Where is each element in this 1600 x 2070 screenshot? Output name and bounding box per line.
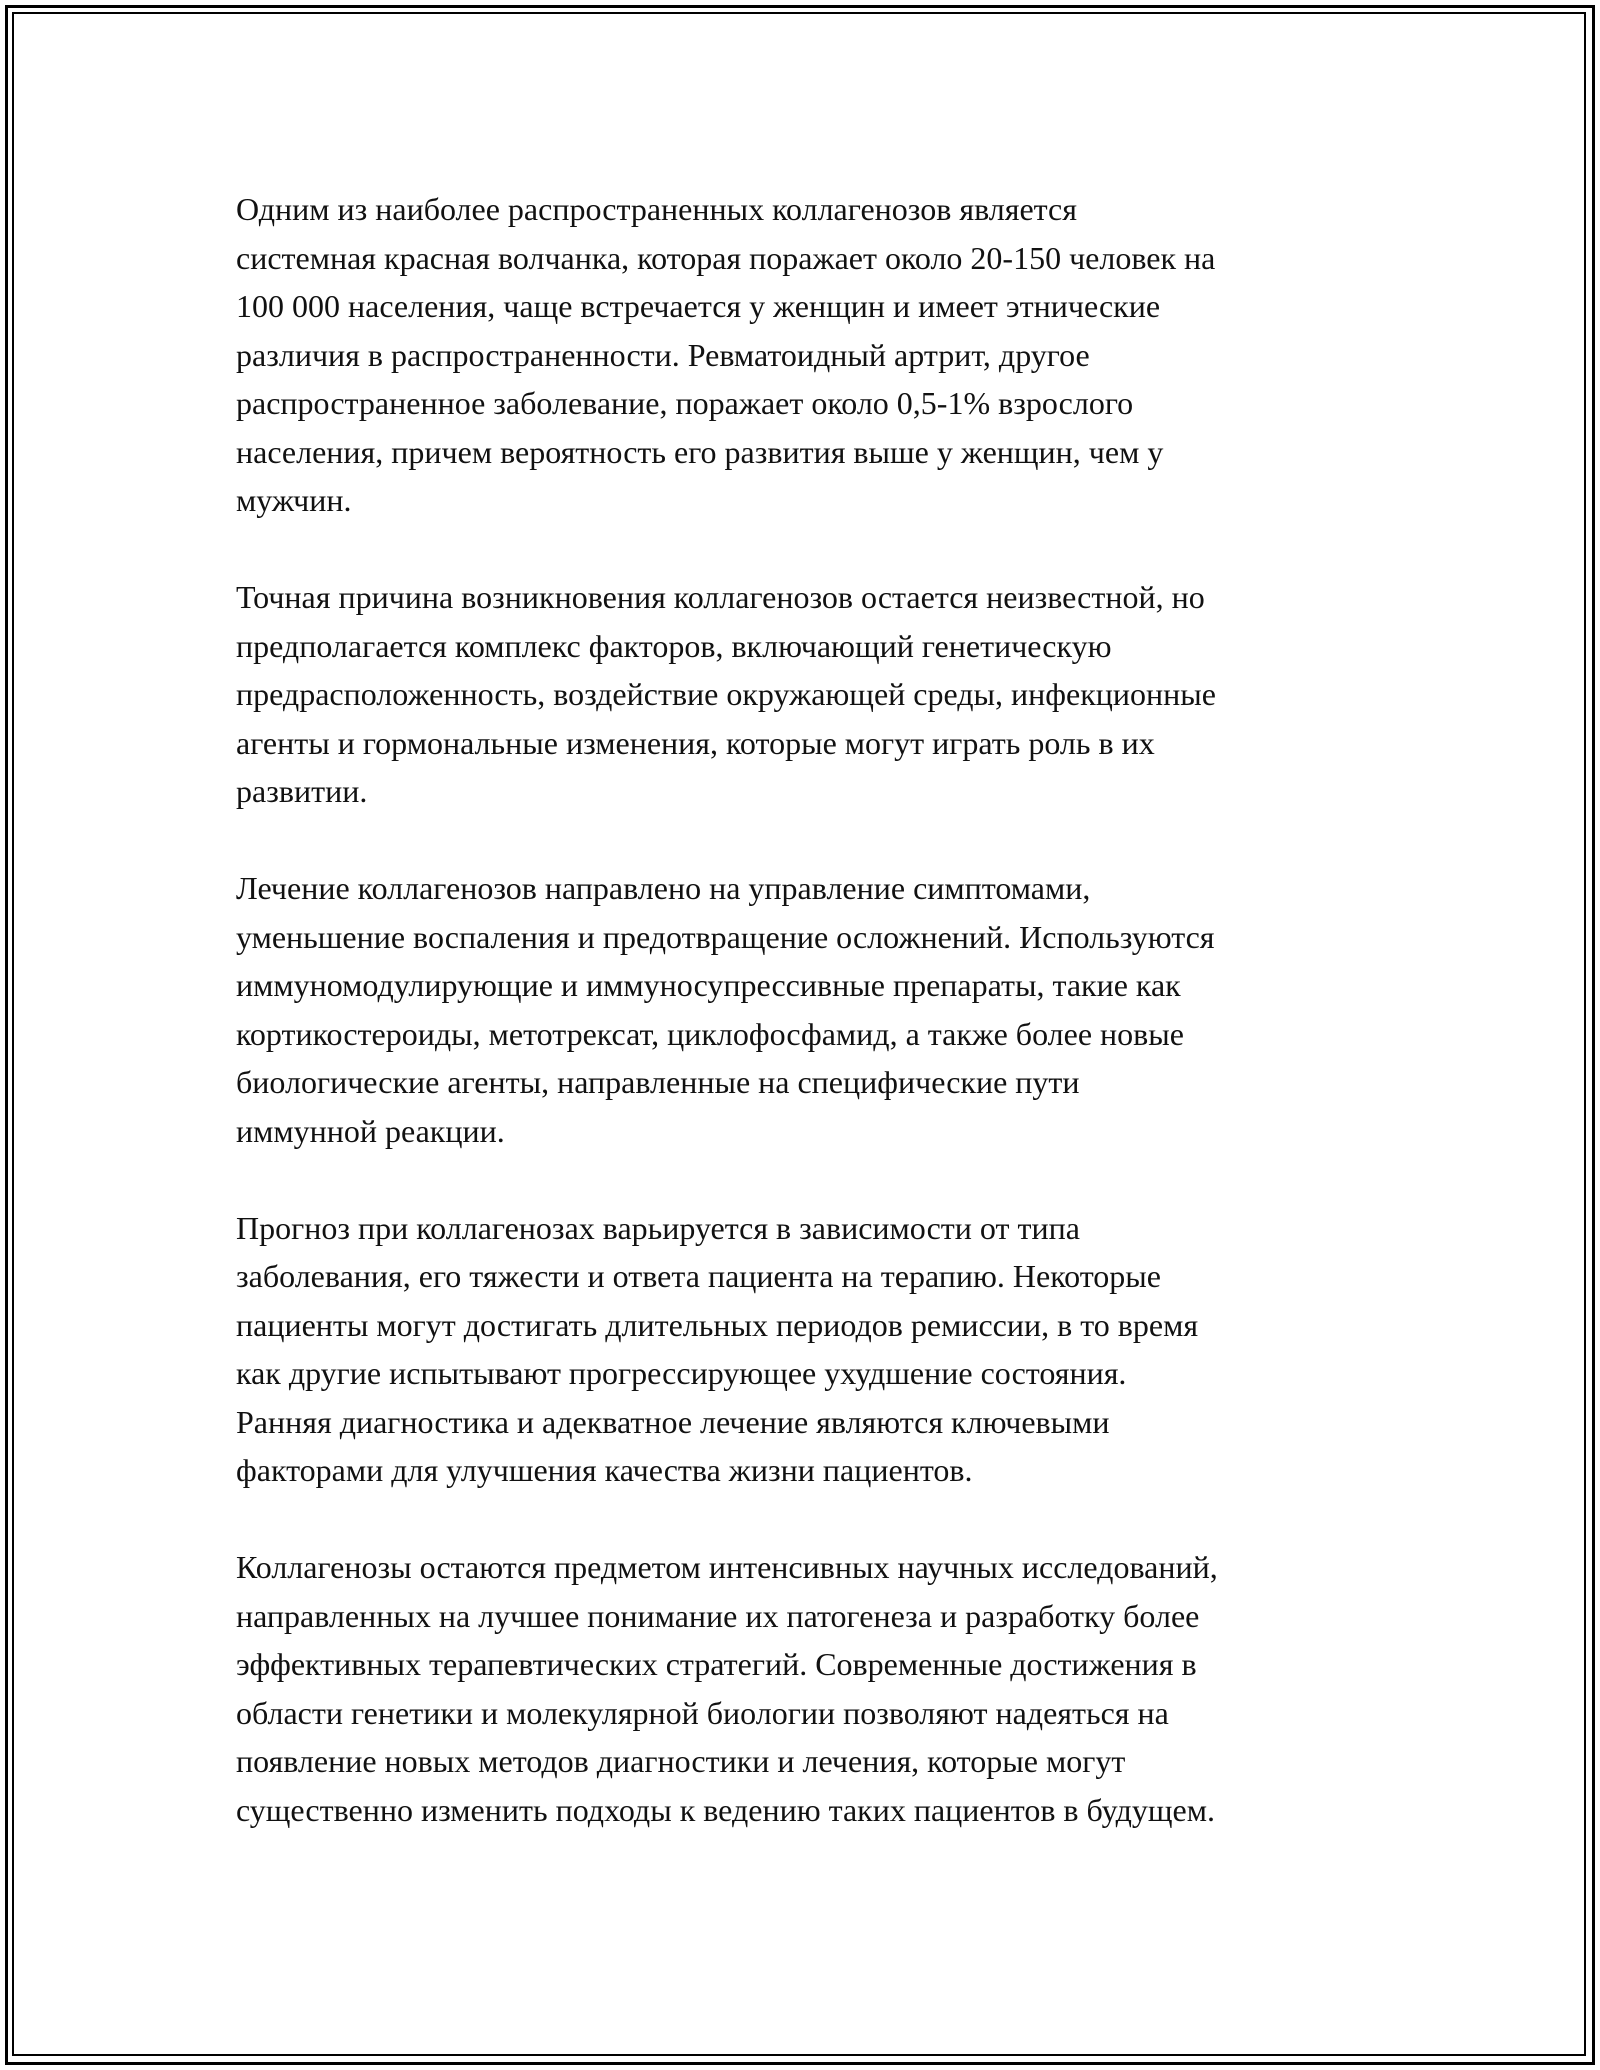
paragraph-4: Прогноз при коллагенозах варьируется в зависимости от типа заболевания, его тяжести и ответа пациента на терапию. Некоторые пациенты могут достигать длительных периодов ремиссии, в то время как другие испытывают прогрессирующее ухудшение состояния. Ранняя диагностика и адекватное лечение являются ключевыми факторами для улучшения качества жизни пациентов.: [236, 1209, 1199, 1488]
paragraph-2: Точная причина возникновения коллагенозов остается неизвестной, но предполагается комплекс факторов, включающий генетическую предрасположенность, воздействие окружающей среды, инфекционные агенты и гормональные изменения, которые могут играть роль в их развитии.: [236, 579, 1216, 809]
paragraph-5: Коллагенозы остаются предметом интенсивных научных исследований, направленных на лучшее понимание их патогенеза и разработку более эффективных терапевтических стратегий. Современные достижения в области генетики и молекулярной биологии позволяют надеяться на появление новых методов диагностики и лечения, которые могут существенно изменить подходы к ведению таких пациентов в будущем.: [236, 1549, 1218, 1828]
document-body: [236, 185, 1376, 1883]
paragraph-1: Одним из наиболее распространенных коллагенозов является системная красная волчанка, которая поражает около 20-150 человек на 100 000 населения, чаще встречается у женщин и имеет этнические различия в распространенности. Ревматоидный артрит, другое распространенное заболевание, поражает около 0,5-1% взрослого населения, причем вероятность его развития выше у женщин, чем у мужчин.: [236, 191, 1216, 518]
paragraph-3: Лечение коллагенозов направлено на управление симптомами, уменьшение воспаления и предотвращение осложнений. Используются иммуномодулирующие и иммуносупрессивные препараты, такие как кортикостероиды, метотрексат, циклофосфамид, а также более новые биологические агенты, направленные на специфические пути иммунной реакции.: [236, 870, 1215, 1149]
